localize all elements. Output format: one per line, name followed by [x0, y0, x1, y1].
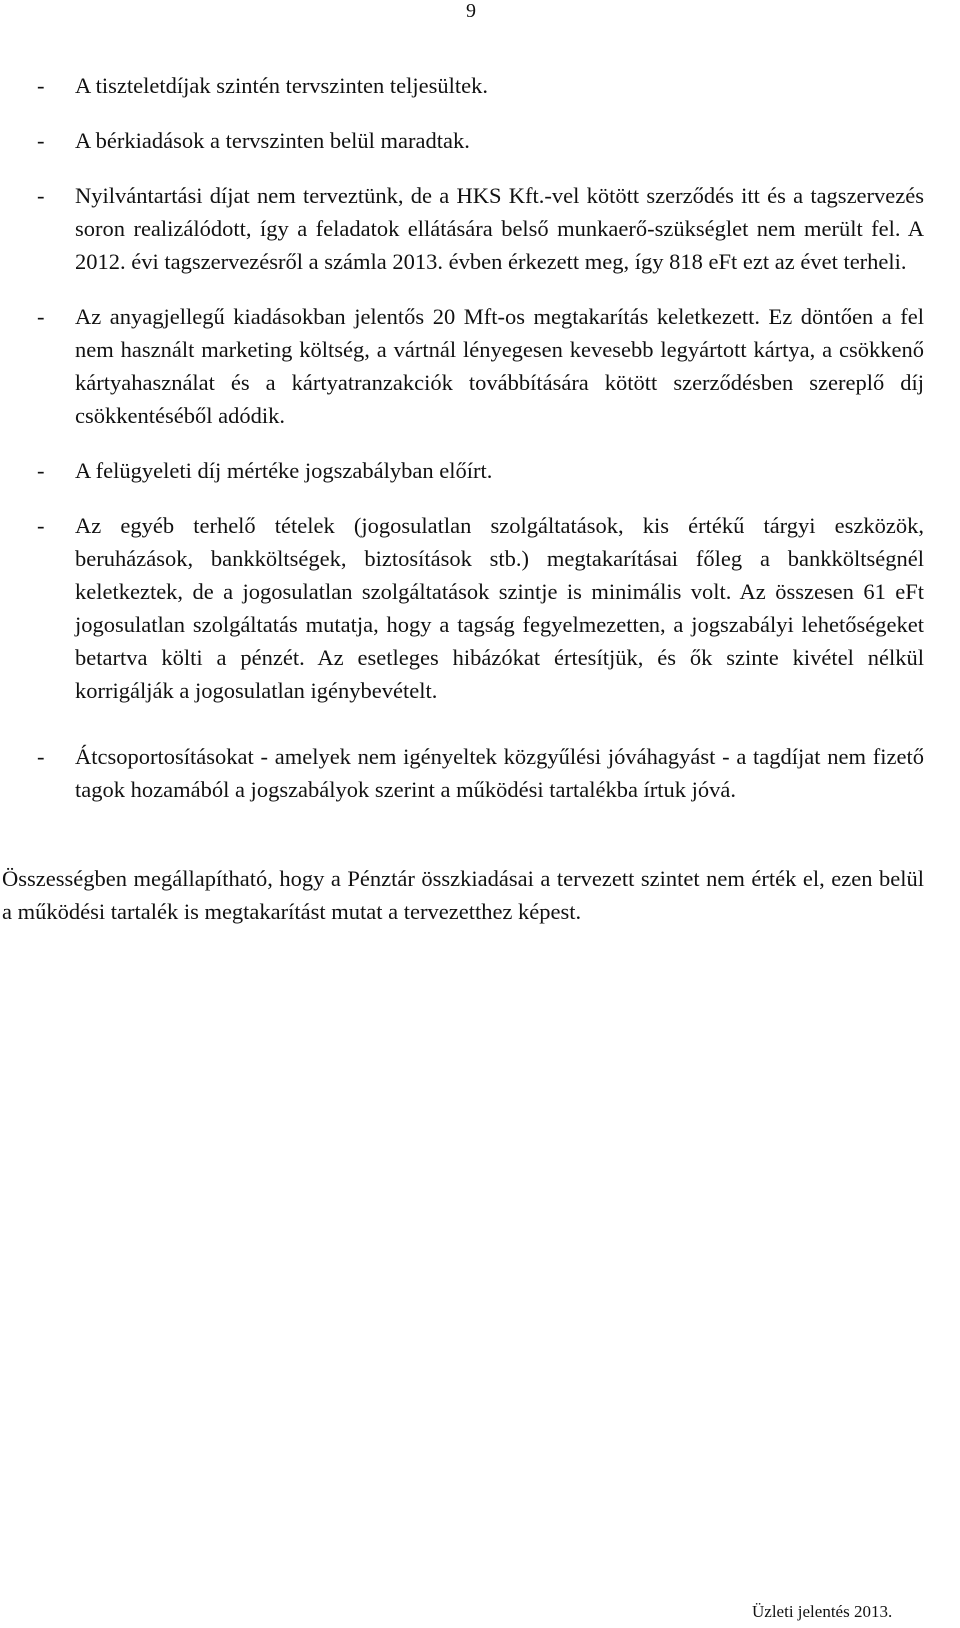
list-item — [0, 179, 924, 278]
list-item-text: Az egyéb terhelő tételek (jogosulatlan szolgáltatások, kis értékű tárgyi eszközök, beruházások, bankköltségek, biztosítások stb.) megtakarításai főleg a bankköltségnél keletkeztek, de a jogosulatlan szolgáltatások szintje is minimális volt. Az összesen 61 eFt jogosulatlan szolgáltatás mutatja, hogy a tagság fegyelmezetten, a jogszabályi lehetőségeket betartva költi a pénzét. Az esetleges hibázókat értesítjük, és ők szinte kivétel nélkül korrigálják a jogosulatlan igénybevételt. — [75, 513, 924, 703]
list-bullet: - — [37, 744, 45, 769]
list-item — [0, 69, 924, 102]
summary-paragraph: Összességben megállapítható, hogy a Pénztár összkiadásai a tervezett szintet nem érték el, ezen belül a működési tartalék is megtakarítást mutat a tervezetthez képest. — [2, 866, 924, 924]
list-bullet: - — [37, 73, 45, 98]
list-bullet: - — [37, 304, 45, 329]
list-bullet: - — [37, 183, 45, 208]
list-item-text: A tiszteletdíjak szintén tervszinten teljesültek. — [75, 73, 489, 98]
list-item — [0, 740, 924, 806]
list-item-text: Átcsoportosításokat - amelyek nem igényeltek közgyűlési jóváhagyást - a tagdíjat nem fizető tagok hozamából a jogszabályok szerint a működési tartalékba írtuk jóvá. — [75, 744, 924, 802]
list-item-text: A bérkiadások a tervszinten belül maradtak. — [75, 128, 470, 153]
page-number: 9 — [466, 0, 476, 22]
document-body — [0, 69, 924, 928]
list-item — [0, 509, 924, 707]
list-bullet: - — [37, 513, 45, 538]
list-item-text: Az anyagjellegű kiadásokban jelentős 20 Mft-os megtakarítás keletkezett. Ez döntően a fel nem használt marketing költség, a vártnál lényegesen kevesebb legyártott kártya, a csökkenő kártyahasználat és a kártyatranzakciók továbbítására kötött szerződésben szereplő díj csökkentéséből adódik. — [75, 304, 924, 428]
list-item — [0, 124, 924, 157]
list-item-text: Nyilvántartási díjat nem terveztünk, de a HKS Kft.-vel kötött szerződés itt és a tagszervezés soron realizálódott, így a feladatok ellátására belső munkaerő-szükséglet nem merült fel. A 2012. évi tagszervezésről a számla 2013. évben érkezett meg, így 818 eFt ezt az évet terheli. — [75, 183, 924, 274]
list-item — [0, 300, 924, 432]
list-bullet: - — [37, 128, 45, 153]
list-bullet: - — [37, 458, 45, 483]
list-item-text: A felügyeleti díj mértéke jogszabályban előírt. — [75, 458, 493, 483]
page-footer: Üzleti jelentés 2013. — [752, 1602, 893, 1621]
list-item — [0, 454, 924, 487]
